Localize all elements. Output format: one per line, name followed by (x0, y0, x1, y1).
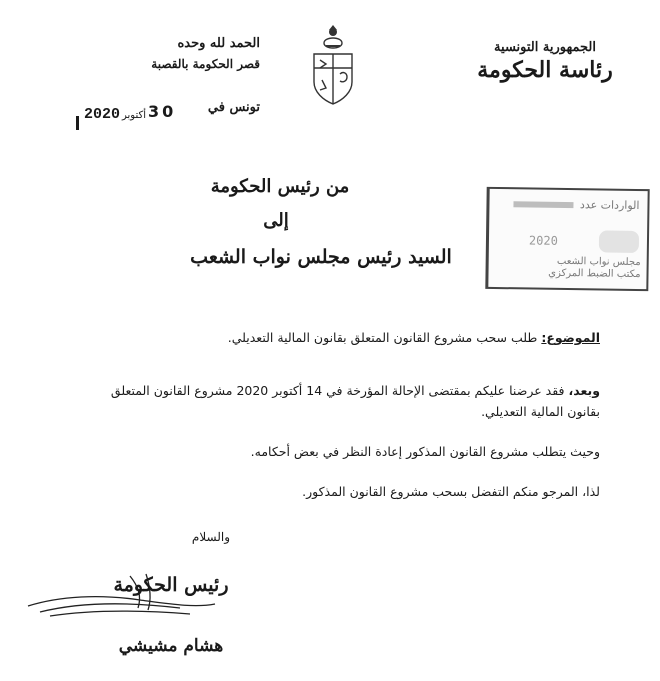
stamp-smudge (599, 230, 639, 253)
stamp-org-line1: مجلس نواب الشعب (556, 255, 641, 269)
paragraph-1 (90, 380, 600, 422)
issuer-location: قصر الحكومة بالقصبة (151, 57, 260, 71)
paragraph-2: وحيث يتطلب مشروع القانون المذكور إعادة النظر في بعض أحكامه. (250, 444, 600, 459)
paragraph-1-text: فقد عرضنا عليكم بمقتضى الإحالة المؤرخة في 14 أكتوبر 2020 مشروع القانون المتعلق بقانون المالية التعديلي. (110, 383, 600, 419)
republic-name: الجمهورية التونسية (494, 40, 596, 55)
header-right-block (470, 40, 620, 83)
sender-line: من رئيس الحكومة (210, 176, 350, 197)
date-month: أكتوبر (122, 110, 147, 121)
stamp-organization (494, 255, 640, 281)
header-left-block (150, 36, 260, 81)
registration-stamp (485, 187, 649, 291)
subject-text: طلب سحب مشروع القانون المتعلق بقانون المالية التعديلي. (227, 330, 538, 345)
stamp-label: الواردات عدد (499, 197, 639, 212)
subject-line (160, 330, 600, 345)
date-year: 2020 (84, 106, 121, 123)
stamp-year: 2020 (528, 233, 558, 248)
to-word: إلى (263, 210, 289, 231)
date-day: 30 (148, 102, 177, 121)
paragraph-1-lead: وبعد، (568, 383, 600, 398)
presidency-name: رئاسة الحكومة (477, 57, 613, 83)
signatory-title: رئيس الحكومة (113, 574, 229, 596)
stamp-org-line2: مكتب الضبط المركزي (548, 267, 641, 281)
signatory-name: هشام مشيشي (118, 636, 224, 656)
tunisia-coat-of-arms-icon (302, 24, 364, 108)
date-line (80, 100, 260, 130)
addressee-line: السيد رئيس مجلس نواب الشعب (190, 246, 452, 268)
closing-salutation: والسلام (191, 530, 230, 544)
basmala-line: الحمد لله وحده (177, 36, 260, 51)
date-mark (76, 116, 79, 130)
subject-label: الموضوع: (541, 330, 600, 345)
date-city: تونس في (207, 100, 260, 115)
paragraph-3: لذا، المرجو منكم التفضل بسحب مشروع القانون المذكور. (302, 484, 600, 499)
